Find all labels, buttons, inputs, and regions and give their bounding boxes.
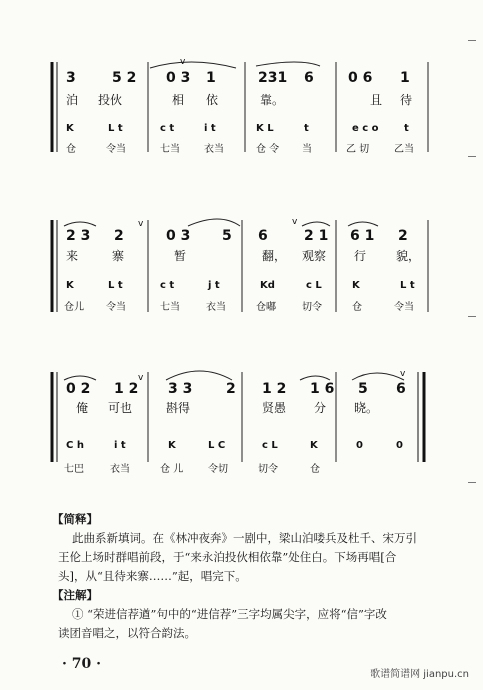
s2-note: 6 [258,228,268,244]
s1-lyric: 靠。 [260,93,285,107]
s2-oncho: 衣当 [206,302,226,313]
s3-perc: K [310,440,318,451]
s2-oncho: 令当 [394,302,414,313]
margin-tick [468,482,476,483]
s2-lyric: 翻， [262,249,287,263]
s1-oncho: 七当 [160,144,180,155]
s2-perc: c t [160,280,175,291]
s2-lyric: 暂 [174,249,187,263]
score-system-1 [52,57,428,155]
s3-note: 1 6 [310,381,335,397]
jianshi-text: 此曲系新填词。在《林冲夜奔》一剧中，梁山泊喽兵及杜千、宋万引 [72,531,417,545]
s2-oncho: 仓嘟 [256,302,276,313]
s2-note: 2 3 [66,228,91,244]
zhujie-heading: 【注解】 [52,588,98,602]
s1-oncho: 仓 [66,144,76,155]
s1-perc: K [66,123,74,134]
s1-oncho: 仓 令 [256,144,280,155]
s3-lyric: 晓。 [354,401,379,415]
s2-perc: Kd [260,280,275,291]
s2-note: 2 [114,228,124,244]
s1-oncho: 乙 切 [346,144,370,155]
s3-note: 6 [396,381,406,397]
s1-perc: c t [160,123,175,134]
s2-lyric: 来 [66,249,79,263]
page-number: · 70 · [62,656,101,672]
s2-note: 2 1 [304,228,329,244]
s3-perc: K [168,440,176,451]
s1-oncho: 令当 [106,144,126,155]
s3-perc: c L [262,440,278,451]
s2-lyric: 寨 [112,249,125,263]
margin-tick [468,156,476,157]
s1-perc: i t [204,123,216,134]
s1-lyric: 待 [400,93,413,107]
s2-oncho: 七当 [160,302,180,313]
score-system-2 [52,217,428,313]
margin-tick [468,316,476,317]
s2-lyric: 貌， [396,249,421,263]
s2-oncho: 仓儿 [64,302,84,313]
s2-note: 0 3 [166,228,191,244]
s1-note: 1 [400,70,410,86]
s2-oncho: 令当 [106,302,126,313]
s1-oncho: 乙当 [394,144,414,155]
s3-note: 1 2 [262,381,287,397]
s3-oncho: 令切 [208,464,228,475]
s3-oncho: 切令 [258,464,278,475]
s1-note: 6 [304,70,314,86]
s3-oncho: 七巴 [64,464,84,475]
s2-perc: L t [400,280,415,291]
zhujie-text: ① “荣进信荐遒”句中的“进信荐”三字均属尖字，应将“信”字改 [72,607,387,621]
s1-note: 0 6 [348,70,373,86]
s3-perc: 0 [396,440,403,451]
s1-lyric: 且 [370,93,383,107]
svg-text:v: v [138,219,144,229]
s1-lyric: 泊 [66,93,79,107]
s2-perc: j t [208,280,220,291]
s3-oncho: 衣当 [110,464,130,475]
s1-perc: L t [108,123,123,134]
s3-note: 2 [226,381,236,397]
s1-perc: e c o [352,123,379,134]
s1-lyric: 投伙 [98,93,123,107]
s3-lyric: 可也 [108,401,133,415]
s1-note: 3 [66,70,76,86]
s3-perc: 0 [356,440,363,451]
s2-note: 2 [398,228,408,244]
s1-oncho: 当 [302,144,312,155]
s3-note: 0 2 [66,381,91,397]
watermark: 歌谱简谱网 jianpu.cn [370,669,469,680]
s3-note: 5 [358,381,368,397]
s1-note: 0 3 [166,70,191,86]
s1-lyric: 相 [172,93,185,107]
jianshi-text: 头]，从“且待来寨……”起，唱完下。 [58,569,247,583]
s1-note: 231 [258,70,288,86]
s2-perc: K [66,280,74,291]
jianshi-heading: 【简释】 [52,512,98,526]
s3-perc: C h [66,440,84,451]
jianshi-text: 王伦上场时群唱前段，于“来永泊投伙相依靠”处住白。下场再唱[合 [58,550,397,564]
s2-lyric: 观察 [302,249,327,263]
s2-perc: K [352,280,360,291]
svg-text:v: v [138,373,144,383]
s3-oncho: 仓 儿 [160,464,184,475]
s3-note: 1 2 [114,381,139,397]
score-system-3 [52,369,424,475]
s2-oncho: 仓 [352,302,362,313]
s3-oncho: 仓 [310,464,320,475]
s2-perc: c L [306,280,322,291]
s1-perc: t [304,123,309,134]
s1-note: 5 2 [112,70,137,86]
s2-note: 5 [222,228,232,244]
s3-note: 3 3 [168,381,193,397]
s3-lyric: 斟得 [166,401,191,415]
s1-lyric: 依 [206,93,219,107]
s3-lyric: 分 [314,401,327,415]
s1-perc: K L [256,123,274,134]
s2-lyric: 行 [354,249,367,263]
s3-perc: i t [114,440,126,451]
s2-note: 6 1 [350,228,375,244]
annotation-section [52,510,453,643]
s1-note: 1 [206,70,216,86]
margin-tick [468,40,476,41]
s3-lyric: 俺 [76,401,89,415]
s1-perc: t [404,123,409,134]
s3-lyric: 贤愚 [262,401,287,415]
svg-text:v: v [292,217,298,227]
svg-text:v: v [400,369,406,379]
s2-perc: L t [108,280,123,291]
zhujie-text: 读团音唱之，以符合韵法。 [58,626,196,640]
s1-oncho: 衣当 [204,144,224,155]
s2-oncho: 切令 [302,302,322,313]
s3-perc: L C [208,440,226,451]
svg-text:v: v [180,57,186,67]
